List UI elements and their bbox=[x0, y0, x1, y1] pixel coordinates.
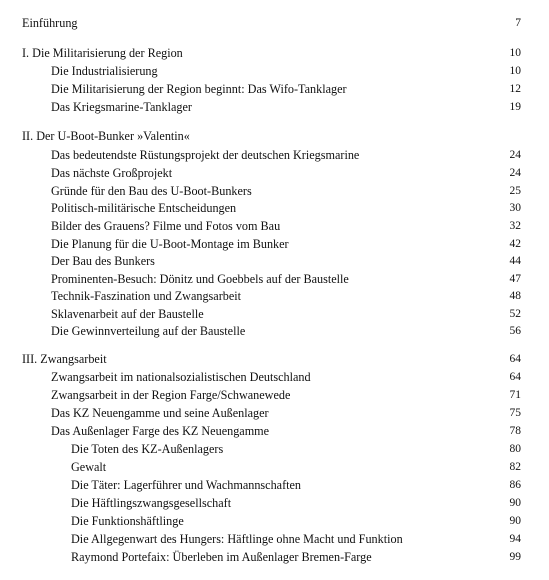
toc-entry-title: Gewalt bbox=[71, 460, 107, 474]
toc-entry-page: 25 bbox=[509, 185, 521, 197]
toc-entry bbox=[0, 62, 549, 80]
toc-entry-title: Der Bau des Bunkers bbox=[51, 254, 155, 268]
toc-entry-title: Sklavenarbeit auf der Baustelle bbox=[51, 307, 204, 321]
toc-entry-page: 78 bbox=[509, 425, 521, 437]
toc-entry-page: 32 bbox=[509, 220, 521, 232]
toc-entry bbox=[0, 512, 549, 530]
toc-entry bbox=[0, 368, 549, 386]
toc-entry bbox=[0, 182, 549, 200]
toc-entry-page: 52 bbox=[509, 308, 521, 320]
toc-entry bbox=[0, 386, 549, 404]
toc-entry-page: 94 bbox=[509, 533, 521, 545]
toc-entry-title: Das Kriegsmarine-Tanklager bbox=[51, 100, 192, 114]
toc-entry-page: 19 bbox=[509, 101, 521, 113]
toc-entry-title: Das Außenlager Farge des KZ Neuengamme bbox=[51, 424, 270, 438]
toc-entry bbox=[0, 530, 549, 548]
toc-entry-page: 71 bbox=[509, 389, 521, 401]
toc-entry-page: 24 bbox=[509, 149, 521, 161]
toc-entry bbox=[0, 252, 549, 270]
toc-entry-page: 86 bbox=[509, 479, 521, 491]
toc-entry-page: 64 bbox=[509, 353, 521, 365]
toc-entry bbox=[0, 476, 549, 494]
toc-entry-title: Gründe für den Bau des U-Boot-Bunkers bbox=[51, 184, 252, 198]
toc-entry-page: 56 bbox=[509, 325, 521, 337]
toc-entry bbox=[0, 235, 549, 253]
toc-entry-page: 90 bbox=[509, 497, 521, 509]
toc-entry-page: 48 bbox=[509, 290, 521, 302]
toc-entry bbox=[0, 350, 549, 368]
toc-entry-page: 30 bbox=[509, 202, 521, 214]
toc-entry-page: 24 bbox=[509, 167, 521, 179]
toc-entry-title: Politisch-militärische Entscheidungen bbox=[51, 201, 237, 215]
toc-entry-title: Die Funktionshäftlinge bbox=[71, 514, 184, 528]
toc-entry bbox=[0, 127, 549, 145]
toc-entry bbox=[0, 270, 549, 288]
toc-entry-page: 75 bbox=[509, 407, 521, 419]
toc-entry-page: 7 bbox=[515, 17, 521, 29]
toc-entry-page: 44 bbox=[509, 255, 521, 267]
toc-entry-title: Die Häftlingszwangsgesellschaft bbox=[71, 496, 232, 510]
toc-entry bbox=[0, 322, 549, 340]
toc-entry-page: 47 bbox=[509, 273, 521, 285]
toc-entry-page: 12 bbox=[509, 83, 521, 95]
toc-entry bbox=[0, 494, 549, 512]
toc-entry-title: I. Die Militarisierung der Region bbox=[22, 46, 183, 60]
toc-entry-page: 99 bbox=[509, 551, 521, 563]
toc-entry bbox=[0, 44, 549, 62]
toc-entry bbox=[0, 199, 549, 217]
toc-entry-title: Einführung bbox=[22, 16, 78, 30]
toc-entry-title: Die Militarisierung der Region beginnt: Das Wifo-Tanklager bbox=[51, 82, 347, 96]
toc-entry-page: 90 bbox=[509, 515, 521, 527]
toc-entry-page: 10 bbox=[509, 65, 521, 77]
toc-entry bbox=[0, 305, 549, 323]
toc-entry-title: Die Planung für die U-Boot-Montage im Bunker bbox=[51, 237, 289, 251]
toc-entry-title: Zwangsarbeit in der Region Farge/Schwanewede bbox=[51, 388, 291, 402]
toc-entry bbox=[0, 404, 549, 422]
toc-entry-title: Das bedeutendste Rüstungsprojekt der deutschen Kriegsmarine bbox=[51, 148, 360, 162]
toc-entry-title: Die Gewinnverteilung auf der Baustelle bbox=[51, 324, 246, 338]
toc-entry bbox=[0, 98, 549, 116]
toc-entry bbox=[0, 164, 549, 182]
toc-entry-title: Raymond Portefaix: Überleben im Außenlager Bremen-Farge bbox=[71, 550, 372, 564]
toc-entry bbox=[0, 458, 549, 476]
toc-entry bbox=[0, 287, 549, 305]
toc-entry-title: III. Zwangsarbeit bbox=[22, 352, 107, 366]
toc-entry-title: Die Toten des KZ-Außenlagers bbox=[71, 442, 224, 456]
toc-entry-title: Bilder des Grauens? Filme und Fotos vom Bau bbox=[51, 219, 281, 233]
toc-entry-page: 42 bbox=[509, 238, 521, 250]
toc-entry bbox=[0, 146, 549, 164]
toc-entry-title: Prominenten-Besuch: Dönitz und Goebbels auf der Baustelle bbox=[51, 272, 349, 286]
toc-entry-title: Die Täter: Lagerführer und Wachmannschaften bbox=[71, 478, 302, 492]
toc-entry bbox=[0, 14, 549, 32]
toc-entry-page: 80 bbox=[509, 443, 521, 455]
toc-entry-title: Das KZ Neuengamme und seine Außenlager bbox=[51, 406, 269, 420]
toc-entry bbox=[0, 80, 549, 98]
toc-entry-page: 10 bbox=[509, 47, 521, 59]
toc-entry bbox=[0, 422, 549, 440]
toc-entry bbox=[0, 217, 549, 235]
toc-entry-title: Das nächste Großprojekt bbox=[51, 166, 173, 180]
toc-entry-page: 82 bbox=[509, 461, 521, 473]
toc-entry-title: Die Allgegenwart des Hungers: Häftlinge ohne Macht und Funktion bbox=[71, 532, 403, 546]
toc-entry-title: Die Industrialisierung bbox=[51, 64, 158, 78]
toc-entry bbox=[0, 440, 549, 458]
toc-entry-title: Zwangsarbeit im nationalsozialistischen Deutschland bbox=[51, 370, 311, 384]
toc-entry-title: Technik-Faszination und Zwangsarbeit bbox=[51, 289, 242, 303]
toc-entry-title: II. Der U-Boot-Bunker »Valentin« bbox=[22, 129, 190, 143]
toc-entry bbox=[0, 548, 549, 566]
toc-entry-page: 64 bbox=[509, 371, 521, 383]
